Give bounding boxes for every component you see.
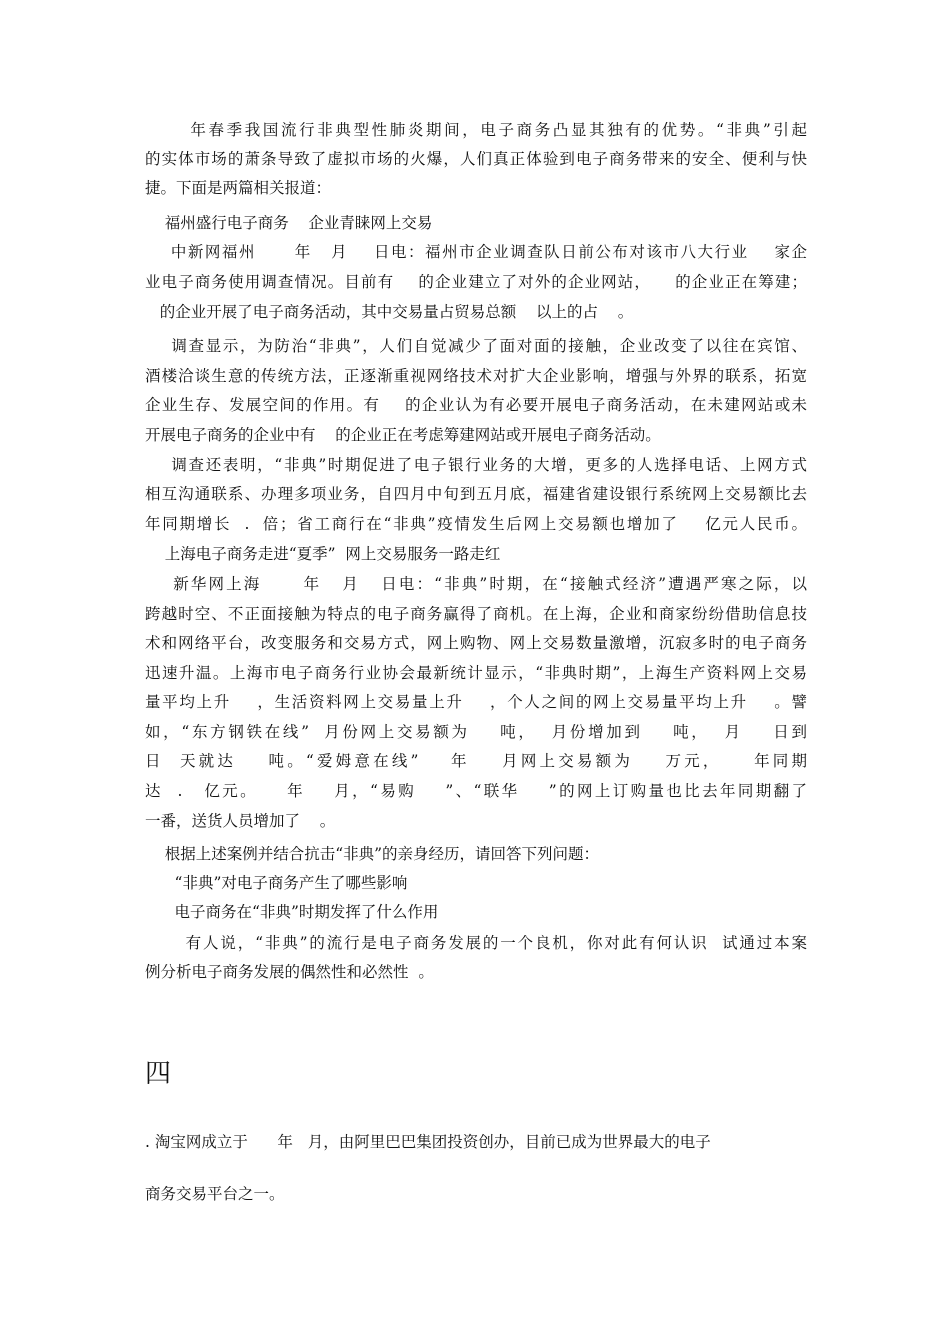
paragraph-line: 年同期增长 . 倍；省工商行在“非典”疫情发生后网上交易额也增加了 亿元人民币。 xyxy=(145,515,807,533)
paragraph-line: 捷。下面是两篇相关报道： xyxy=(145,179,332,197)
paragraph-line: 量平均上升 ，生活资料网上交易量上升 ，个人之间的网上交易量平均上升 。譬 xyxy=(145,693,807,711)
question-intro: 根据上述案例并结合抗击“非典”的亲身经历，请回答下列问题： xyxy=(145,845,600,863)
section-line: 商务交易平台之一。 xyxy=(145,1185,285,1203)
paragraph-line: 新华网上海 年 月 日电：“非典”时期，在“接触式经济”遭遇严寒之际，以 xyxy=(145,575,807,593)
paragraph-line: 企业生存、发展空间的作用。有 的企业认为有必要开展电子商务活动，在未建网站或未 xyxy=(145,396,807,414)
paragraph-line: 调查显示，为防治“非典”，人们自觉减少了面对面的接触，企业改变了以往在宾馆、 xyxy=(145,337,807,355)
report-title-2: 上海电子商务走进“夏季” 网上交易服务一路走红 xyxy=(145,545,501,563)
paragraph-line: 的企业开展了电子商务活动，其中交易量占贸易总额 以上的占 。 xyxy=(145,303,634,321)
report-title-1: 福州盛行电子商务 企业青睐网上交易 xyxy=(145,214,433,232)
section-heading: 四 xyxy=(145,1059,172,1089)
paragraph-line: 开展电子商务的企业中有 的企业正在考虑筹建网站或开展电子商务活动。 xyxy=(145,426,661,444)
paragraph-line: 年春季我国流行非典型性肺炎期间，电子商务凸显其独有的优势。“非典”引起 xyxy=(145,121,807,139)
paragraph-line: 术和网络平台，改变服务和交易方式，网上购物、网上交易数量激增，沉寂多时的电子商务 xyxy=(145,634,807,652)
paragraph-line: 酒楼洽谈生意的传统方法，正逐渐重视网络技术对扩大企业影响，增强与外界的联系，拓宽 xyxy=(145,367,807,385)
paragraph-line: 如，“东方钢铁在线” 月份网上交易额为 吨， 月份增加到 吨， 月 日到 xyxy=(145,723,807,741)
question-2: 电子商务在“非典”时期发挥了什么作用 xyxy=(145,903,439,921)
paragraph-line: 迅速升温。上海市电子商务行业协会最新统计显示，“非典时期”，上海生产资料网上交易 xyxy=(145,664,807,682)
question-1: “非典”对电子商务产生了哪些影响 xyxy=(145,874,408,892)
question-3: 有人说，“非典”的流行是电子商务发展的一个良机，你对此有何认识 试通过本案 xyxy=(145,934,807,952)
paragraph-line: 一番，送货人员增加了 。 xyxy=(145,812,336,830)
paragraph-line: 例分析电子商务发展的偶然性和必然性 。 xyxy=(145,963,434,981)
paragraph-line: 中新网福州 年 月 日电：福州市企业调查队日前公布对该市八大行业 家企 xyxy=(145,243,807,261)
paragraph-line: 日 天就达 吨。“爱姆意在线” 年 月网上交易额为 万元， 年同期 xyxy=(145,752,807,770)
paragraph-line: 跨越时空、不正面接触为特点的电子商务赢得了商机。在上海，企业和商家纷纷借助信息技 xyxy=(145,605,807,623)
paragraph-line: 相互沟通联系、办理多项业务，自四月中旬到五月底，福建省建设银行系统网上交易额比去 xyxy=(145,485,807,503)
paragraph-line: 调查还表明，“非典”时期促进了电子银行业务的大增，更多的人选择电话、上网方式 xyxy=(145,456,807,474)
paragraph-line: 的实体市场的萧条导致了虚拟市场的火爆，人们真正体验到电子商务带来的安全、便利与快 xyxy=(145,150,807,168)
paragraph-line: 达 . 亿元。 年 月，“易购 ”、“联华 ”的网上订购量也比去年同期翻了 xyxy=(145,782,807,800)
section-line: . 淘宝网成立于 年 月，由阿里巴巴集团投资创办，目前已成为世界最大的电子 xyxy=(145,1133,711,1151)
paragraph-line: 业电子商务使用调查情况。目前有 的企业建立了对外的企业网站， 的企业正在筹建； xyxy=(145,273,807,291)
